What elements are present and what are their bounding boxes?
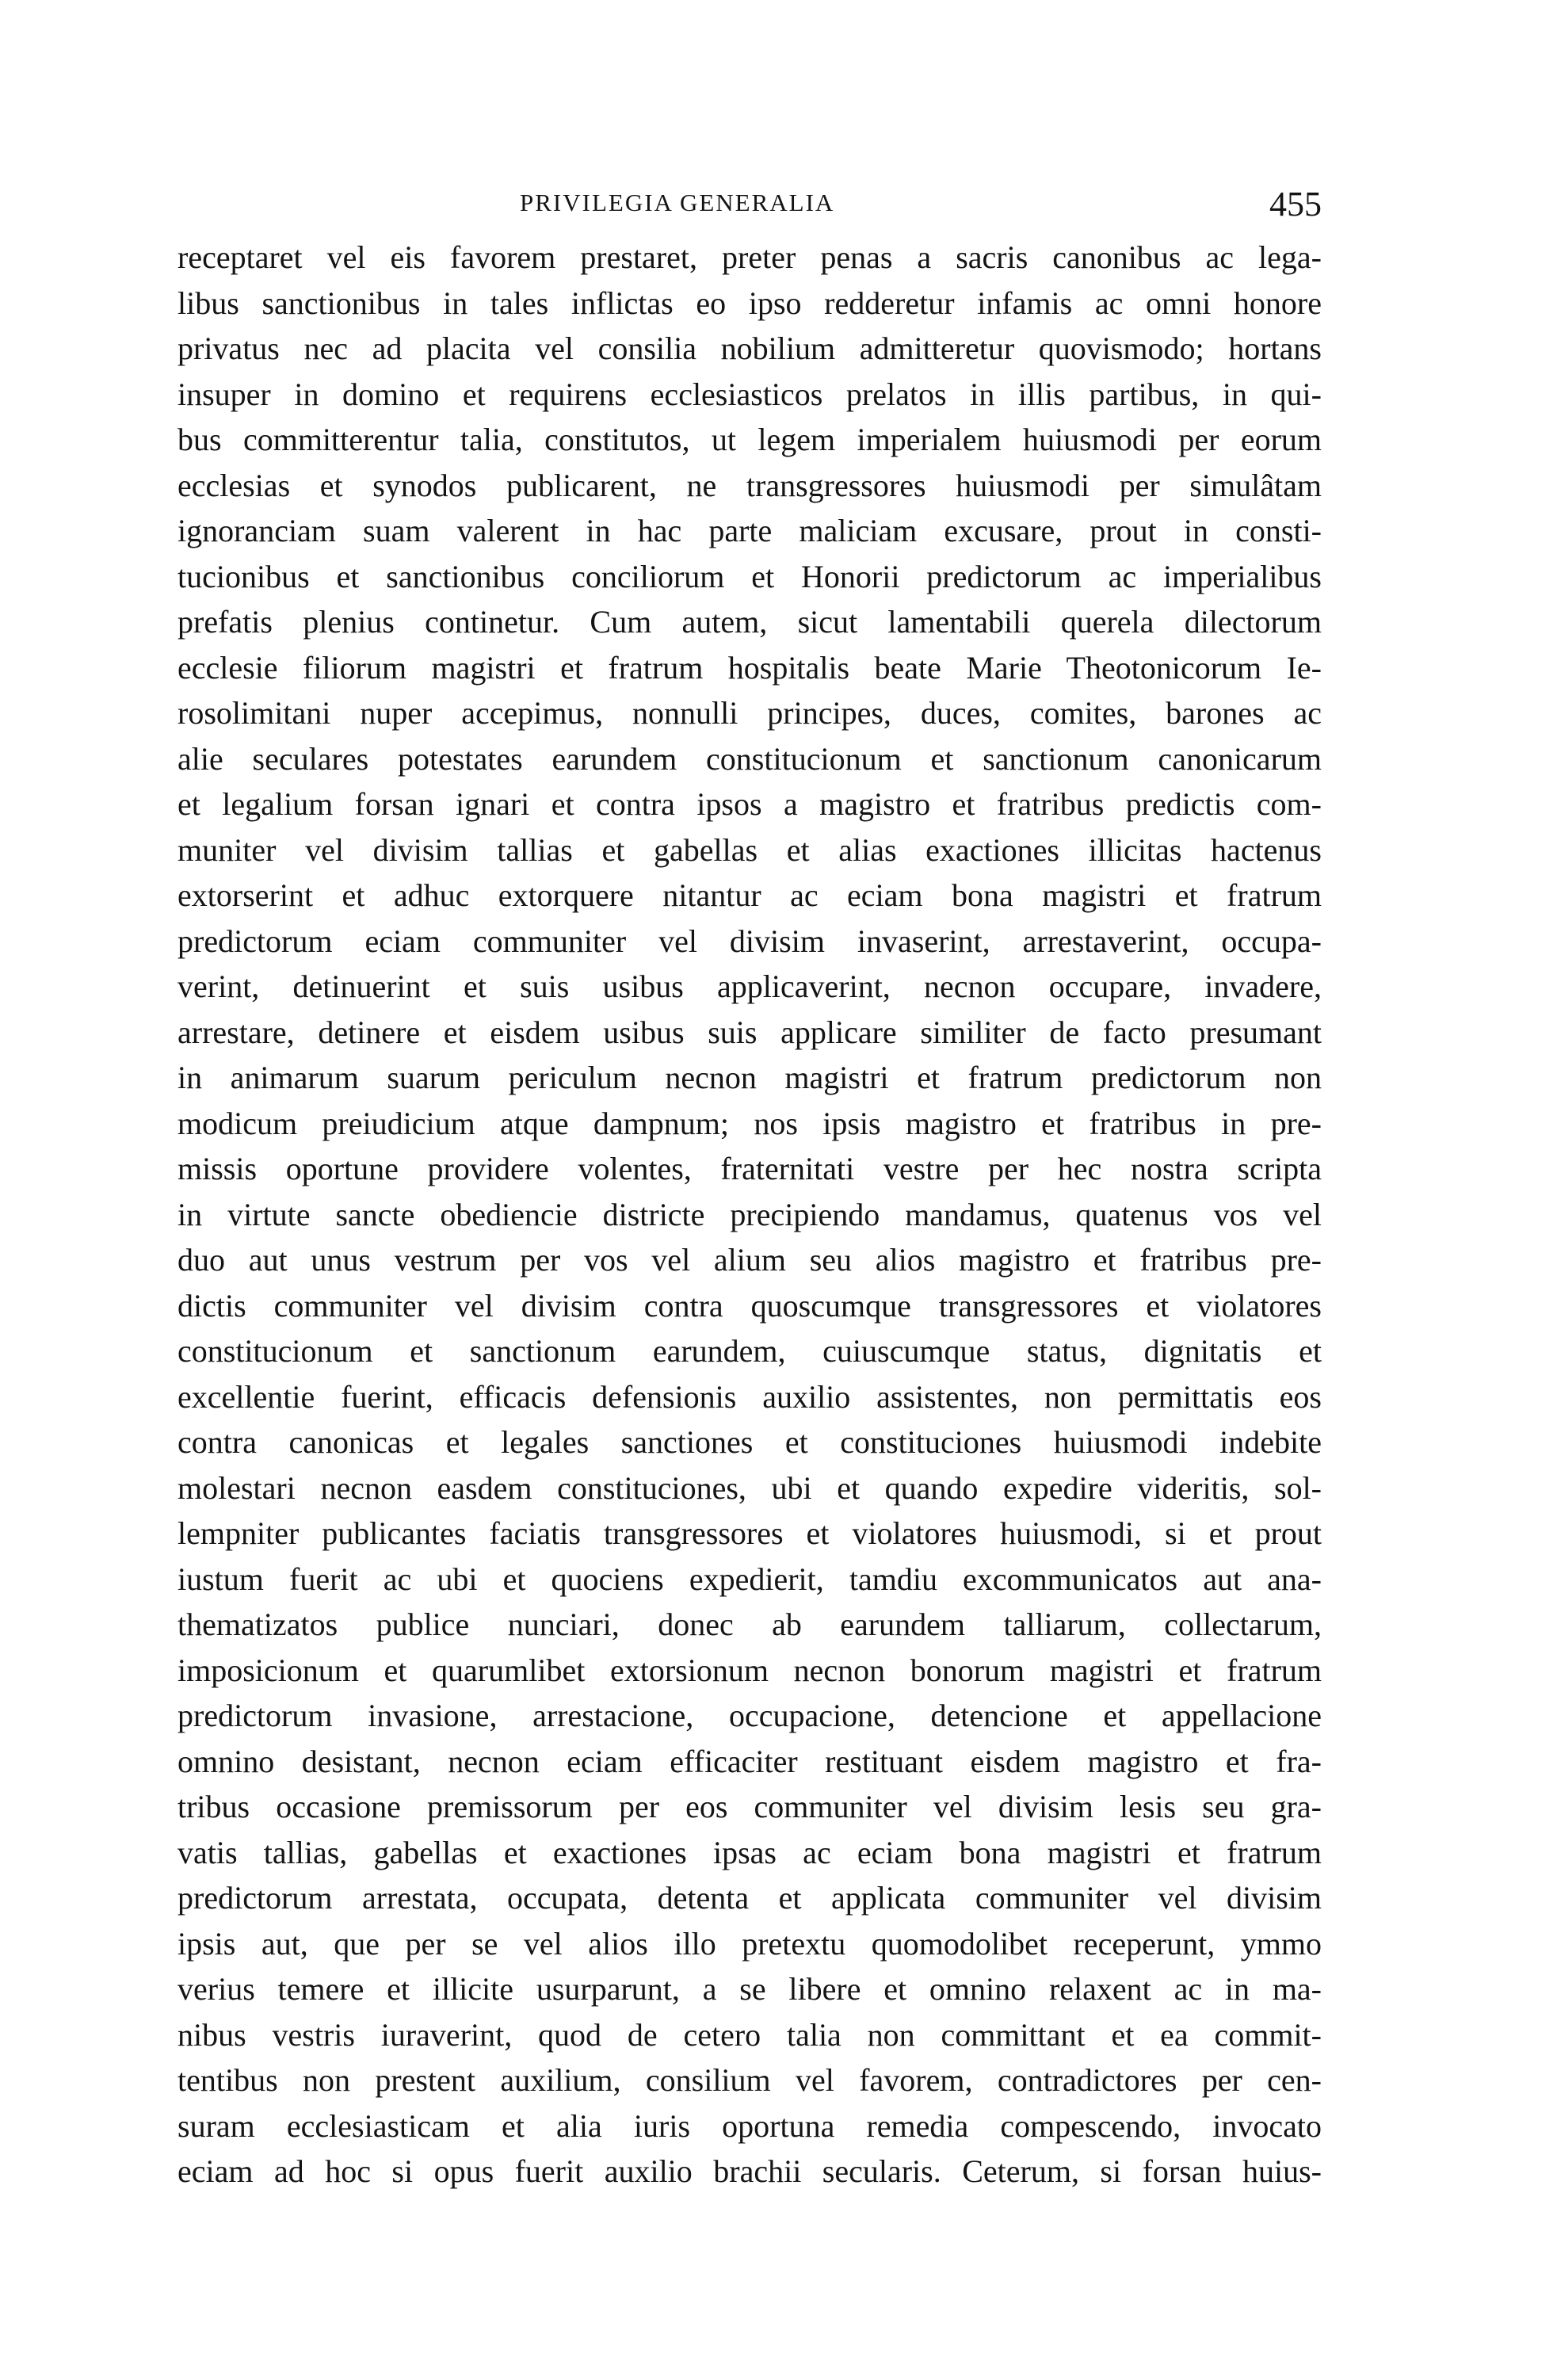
text-line: excellentie fuerint, efficacis defensionis auxilio assistentes, non permittatis eos <box>177 1378 1322 1415</box>
text-line: contra canonicas et legales sanctiones et constituciones huiusmodi indebite <box>177 1424 1322 1460</box>
running-title: PRIVILEGIA GENERALIA <box>520 189 835 216</box>
text-line: missis oportune providere volentes, fraternitati vestre per hec nostra scripta <box>177 1151 1322 1186</box>
text-line: predictorum invasione, arrestacione, occupacione, detencione et appellacione <box>177 1698 1322 1733</box>
text-line: ecclesie filiorum magistri et fratrum hospitalis beate Marie Theotonicorum Ie- <box>177 649 1322 686</box>
text-line: ipsis aut, que per se vel alios illo pretextu quomodolibet receperunt, ymmo <box>177 1925 1322 1962</box>
text-line: insuper in domino et requirens ecclesiasticos prelatos in illis partibus, in qui- <box>177 376 1322 412</box>
text-line: ecclesias et synodos publicarent, ne transgressores huiusmodi per simulâtam <box>177 467 1322 503</box>
body-text <box>177 235 1322 2195</box>
text-line: lempniter publicantes faciatis transgressores et violatores huiusmodi, si et prout <box>177 1515 1322 1551</box>
text-line: rosolimitani nuper accepimus, nonnulli principes, duces, comites, barones ac <box>177 695 1322 731</box>
text-line: extorserint et adhuc extorquere nitantur ac eciam bona magistri et fratrum <box>177 877 1322 913</box>
text-line: arrestare, detinere et eisdem usibus suis applicare similiter de facto presumant <box>177 1014 1322 1050</box>
running-head <box>177 184 1322 223</box>
text-line: et legalium forsan ignari et contra ipsos a magistro et fratribus predictis com- <box>177 786 1322 822</box>
text-line: modicum preiudicium atque dampnum; nos ipsis magistro et fratribus in pre- <box>177 1105 1322 1141</box>
text-line: tentibus non prestent auxilium, consilium vel favorem, contradictores per cen- <box>177 2062 1322 2098</box>
text-line: receptaret vel eis favorem prestaret, preter penas a sacris canonibus ac lega- <box>177 239 1322 275</box>
text-line: in virtute sancte obediencie districte precipiendo mandamus, quatenus vos vel <box>177 1196 1322 1232</box>
text-line: in animarum suarum periculum necnon magistri et fratrum predictorum non <box>177 1060 1322 1095</box>
text-line: tribus occasione premissorum per eos communiter vel divisim lesis seu gra- <box>177 1789 1322 1824</box>
text-line: libus sanctionibus in tales inflictas eo ipso redderetur infamis ac omni honore <box>177 285 1322 321</box>
text-line: muniter vel divisim tallias et gabellas et alias exactiones illicitas hactenus <box>177 831 1322 868</box>
text-line: ignoranciam suam valerent in hac parte maliciam excusare, prout in consti- <box>177 513 1322 548</box>
text-line: alie seculares potestates earundem constitucionum et sanctionum canonicarum <box>177 740 1322 777</box>
page-number: 455 <box>1269 185 1322 223</box>
text-line: imposicionum et quarumlibet extorsionum necnon bonorum magistri et fratrum <box>177 1652 1322 1688</box>
text-line: verius temere et illicite usurparunt, a se libere et omnino relaxent ac in ma- <box>177 1971 1322 2007</box>
text-line: predictorum arrestata, occupata, detenta et applicata communiter vel divisim <box>177 1880 1322 1916</box>
text-line: verint, detinuerint et suis usibus applicaverint, necnon occupare, invadere, <box>177 968 1322 1004</box>
text-line: tucionibus et sanctionibus conciliorum et Honorii predictorum ac imperialibus <box>177 558 1322 594</box>
text-line: iustum fuerit ac ubi et quociens expedierit, tamdiu excommunicatos aut ana- <box>177 1561 1322 1597</box>
text-line: constitucionum et sanctionum earundem, cuiuscumque status, dignitatis et <box>177 1333 1322 1369</box>
text-line: prefatis plenius continetur. Cum autem, sicut lamentabili querela dilectorum <box>177 604 1322 640</box>
text-line: eciam ad hoc si opus fuerit auxilio brachii secularis. Ceterum, si forsan huius- <box>177 2153 1322 2189</box>
text-line: duo aut unus vestrum per vos vel alium seu alios magistro et fratribus pre- <box>177 1242 1322 1278</box>
text-line: predictorum eciam communiter vel divisim invaserint, arrestaverint, occupa- <box>177 923 1322 959</box>
text-line: molestari necnon easdem constituciones, ubi et quando expedire videritis, sol- <box>177 1469 1322 1506</box>
text-line: privatus nec ad placita vel consilia nobilium admitteretur quovismodo; hortans <box>177 330 1322 366</box>
text-line: dictis communiter vel divisim contra quoscumque transgressores et violatores <box>177 1287 1322 1324</box>
text-line: suram ecclesiasticam et alia iuris oportuna remedia compescendo, invocato <box>177 2107 1322 2144</box>
text-line: omnino desistant, necnon eciam efficaciter restituant eisdem magistro et fra- <box>177 1743 1322 1779</box>
text-line: vatis tallias, gabellas et exactiones ipsas ac eciam bona magistri et fratrum <box>177 1834 1322 1870</box>
text-line: nibus vestris iuraverint, quod de cetero talia non committant et ea commit- <box>177 2016 1322 2053</box>
text-line: bus committerentur talia, constitutos, ut legem imperialem huiusmodi per eorum <box>177 422 1322 457</box>
text-line: thematizatos publice nunciari, donec ab earundem talliarum, collectarum, <box>177 1606 1322 1642</box>
